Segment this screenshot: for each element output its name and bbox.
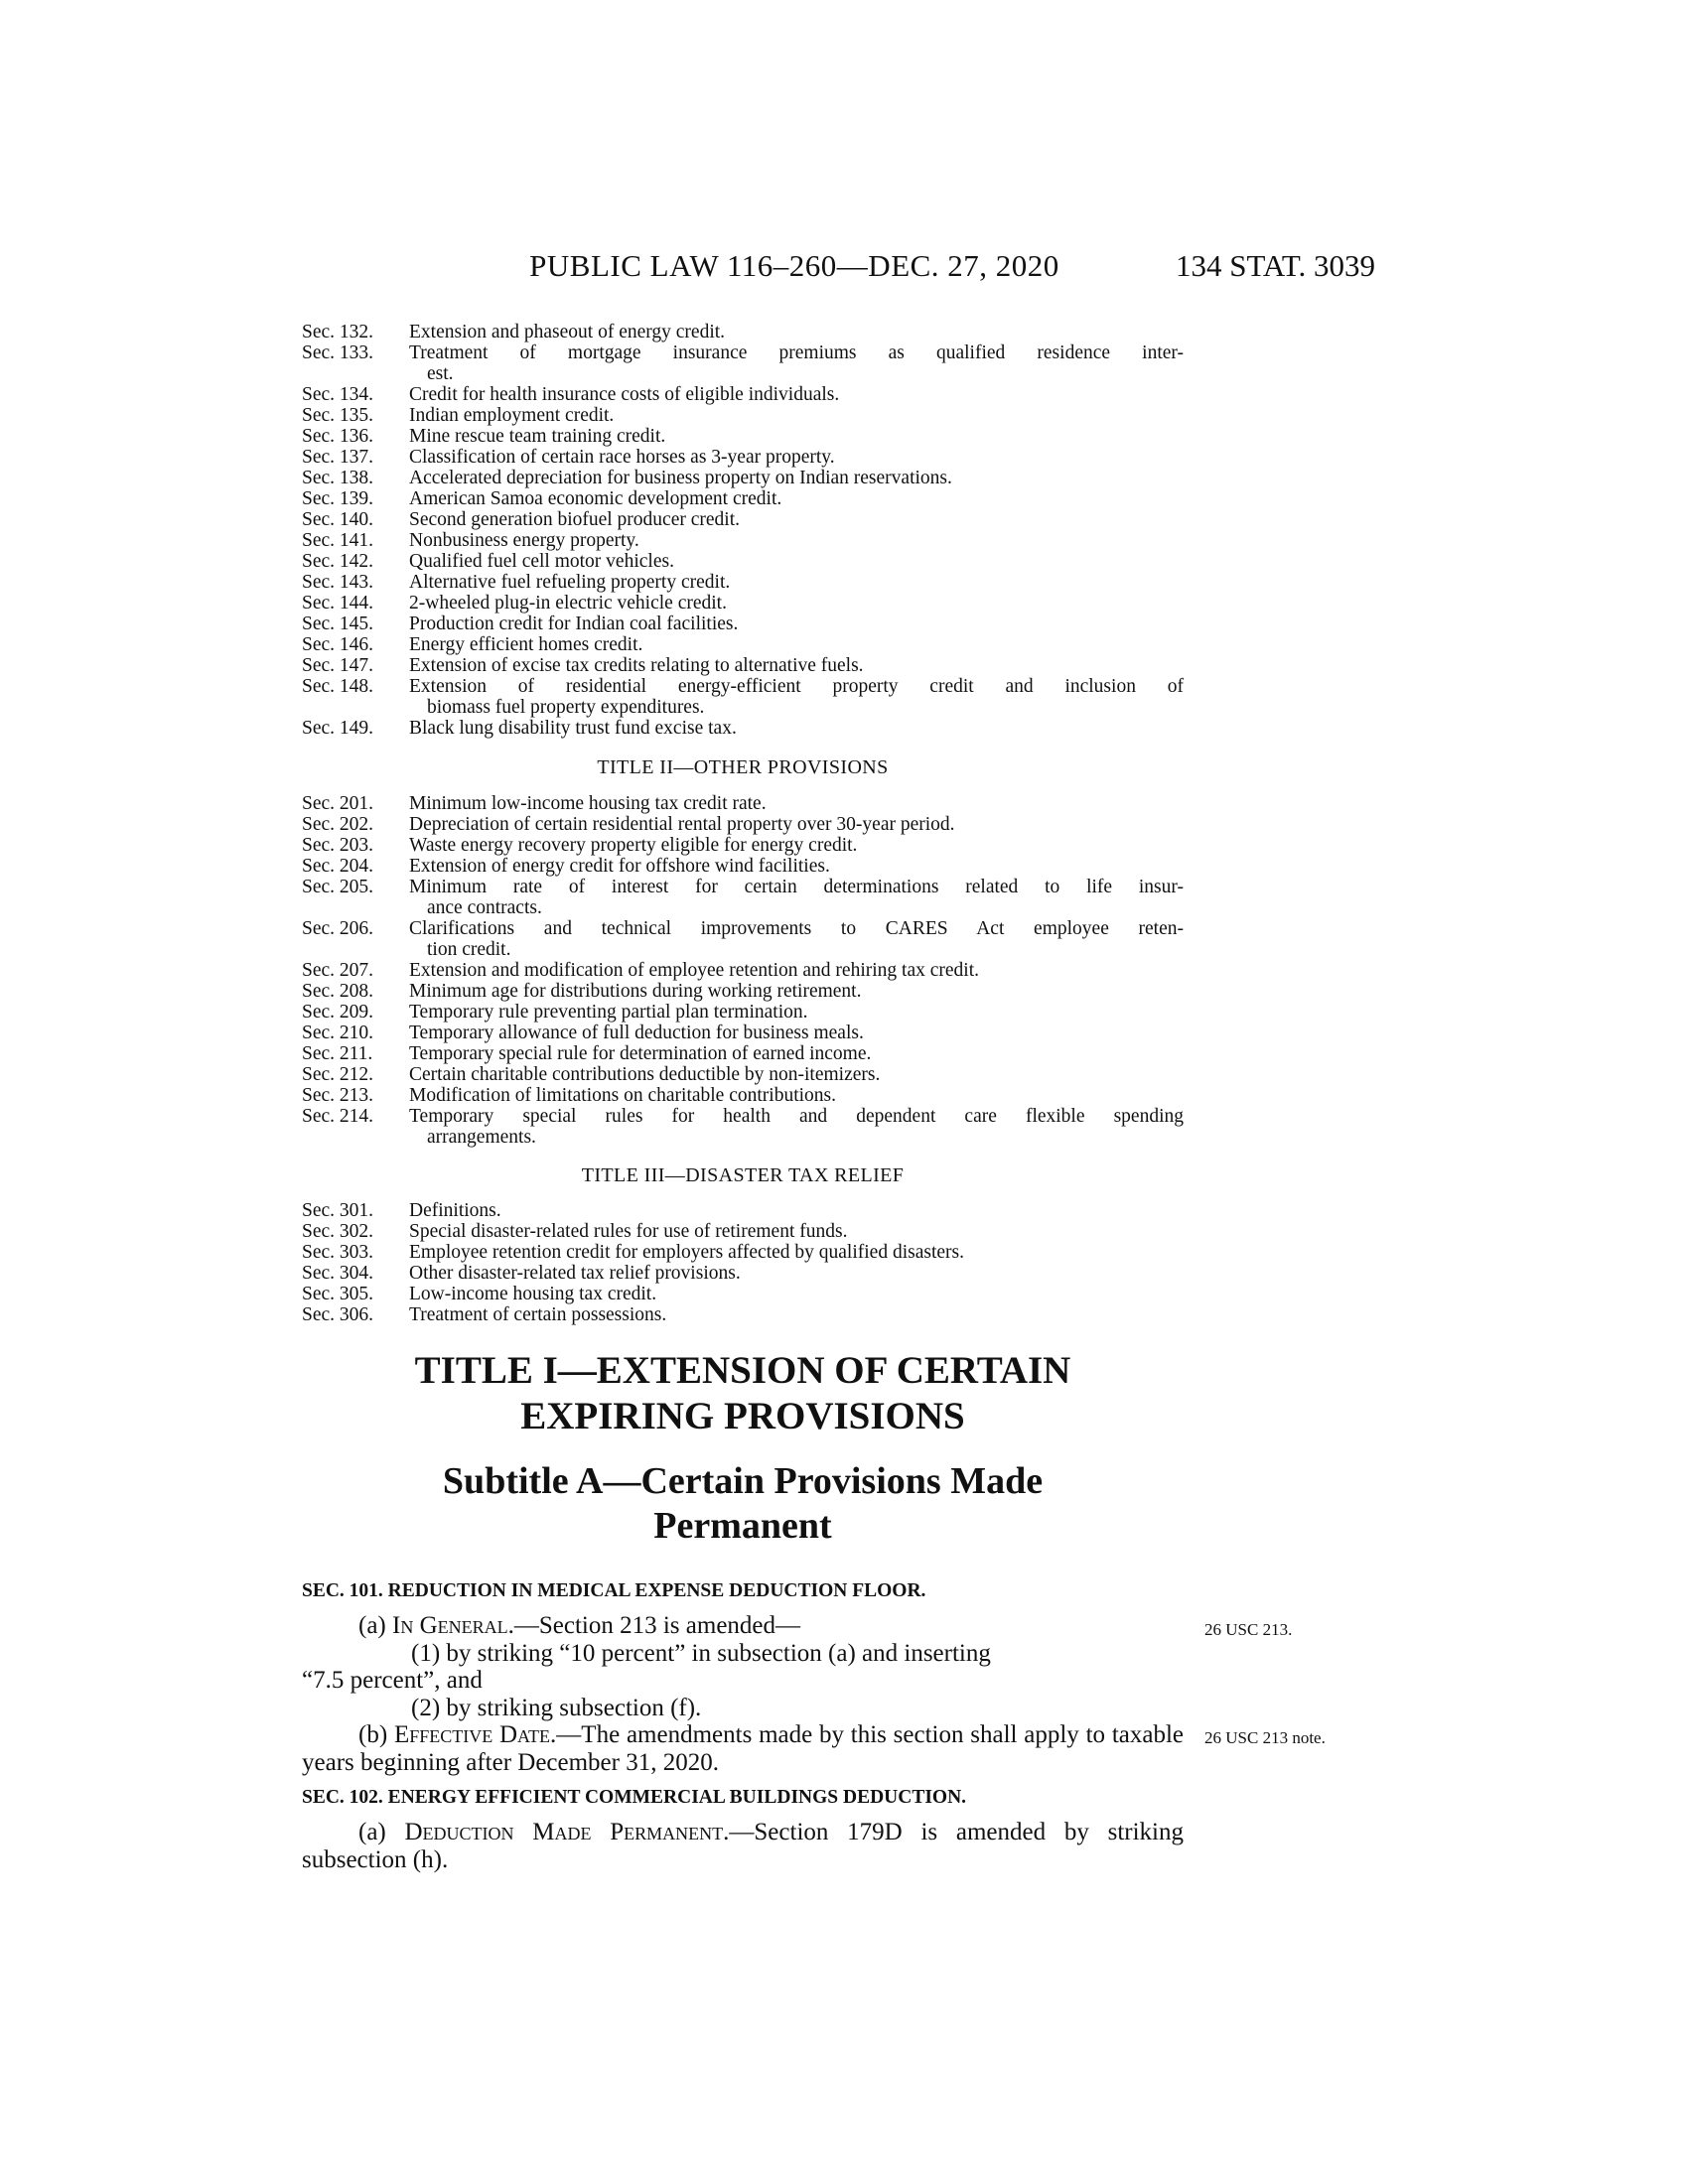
subsection-label: (a) — [358, 1612, 392, 1639]
toc-entry — [302, 1064, 1184, 1085]
toc-entry — [302, 918, 1184, 960]
title-heading — [302, 1348, 1184, 1439]
toc-section-number: Sec. 214. — [302, 1106, 374, 1127]
subtitle-line-1: Subtitle A—Certain Provisions Made — [442, 1460, 1044, 1502]
toc-section-title — [409, 1064, 1184, 1085]
toc-entry — [302, 614, 1184, 634]
toc-entry — [302, 405, 1184, 426]
toc-entry — [302, 447, 1184, 468]
toc-section-number: Sec. 206. — [302, 918, 374, 939]
title-line-1: TITLE I—EXTENSION OF CERTAIN — [414, 1349, 1071, 1392]
paragraph-1-line-2: “7.5 percent”, and — [302, 1667, 483, 1694]
toc-section-number: Sec. 141. — [302, 530, 374, 551]
toc-section-title — [409, 1221, 1184, 1242]
toc-title-line-2: est. — [427, 363, 454, 384]
toc-title-line-1: Depreciation of certain residential rental property over 30-year period. — [409, 814, 955, 835]
toc-title-line-1: Clarifications and technical improvements to CARES Act employee reten- — [409, 918, 1184, 939]
toc-entry — [302, 981, 1184, 1002]
subsection-text: .—Section 179D is amended by striking subsection (h). — [302, 1819, 1184, 1873]
toc-entry — [302, 1002, 1184, 1023]
toc-section-number: Sec. 136. — [302, 426, 374, 447]
toc-section-title — [409, 918, 1184, 960]
toc-title-line-1: Qualified fuel cell motor vehicles. — [409, 551, 674, 572]
section-101-subsection-a — [302, 1612, 1184, 1640]
toc-section-number: Sec. 138. — [302, 468, 374, 488]
toc-section-title — [409, 856, 1184, 877]
toc-title-line-1: Minimum low-income housing tax credit rate. — [409, 793, 767, 814]
toc-section-title — [409, 342, 1184, 384]
table-of-contents-title-1 — [302, 322, 1184, 739]
toc-section-title — [409, 1200, 1184, 1221]
toc-section-number: Sec. 133. — [302, 342, 374, 363]
toc-entry — [302, 793, 1184, 814]
toc-section-number: Sec. 144. — [302, 593, 374, 614]
toc-section-title — [409, 509, 1184, 530]
section-102-subsection-a — [302, 1819, 1184, 1873]
toc-section-number: Sec. 211. — [302, 1043, 373, 1064]
toc-entry — [302, 814, 1184, 835]
toc-section-number: Sec. 205. — [302, 877, 374, 897]
toc-section-title — [409, 614, 1184, 634]
toc-entry — [302, 1200, 1184, 1221]
toc-title-line-2: tion credit. — [427, 939, 511, 960]
toc-section-title — [409, 1043, 1184, 1064]
toc-section-number: Sec. 140. — [302, 509, 374, 530]
toc-title-line-1: Mine rescue team training credit. — [409, 426, 666, 447]
toc-entry — [302, 960, 1184, 981]
toc-section-number: Sec. 301. — [302, 1200, 374, 1221]
toc-section-number: Sec. 201. — [302, 793, 374, 814]
toc-section-title — [409, 1242, 1184, 1263]
toc-section-number: Sec. 303. — [302, 1242, 374, 1263]
toc-section-title — [409, 960, 1184, 981]
toc-entry — [302, 551, 1184, 572]
toc-title-line-1: Treatment of certain possessions. — [409, 1304, 667, 1325]
toc-entry — [302, 1106, 1184, 1148]
toc-entry — [302, 676, 1184, 718]
toc-section-number: Sec. 213. — [302, 1085, 374, 1106]
toc-section-title — [409, 468, 1184, 488]
toc-entry — [302, 1304, 1184, 1325]
toc-section-number: Sec. 305. — [302, 1284, 374, 1304]
toc-entry — [302, 342, 1184, 384]
toc-section-title — [409, 447, 1184, 468]
toc-title-line-1: Temporary rule preventing partial plan termination. — [409, 1002, 808, 1023]
toc-title-line-1: Special disaster-related rules for use of retirement funds. — [409, 1221, 848, 1242]
toc-section-number: Sec. 148. — [302, 676, 374, 697]
toc-title-line-1: Energy efficient homes credit. — [409, 634, 643, 655]
margin-note-usc-note: 26 USC 213 note. — [1204, 1728, 1326, 1747]
section-101-body — [302, 1612, 1184, 1776]
running-header-law: PUBLIC LAW 116–260—DEC. 27, 2020 — [529, 248, 1059, 283]
toc-section-number: Sec. 147. — [302, 655, 374, 676]
toc-title-line-1: Second generation biofuel producer credit. — [409, 509, 740, 530]
section-101-heading: SEC. 101. REDUCTION IN MEDICAL EXPENSE DEDUCTION FLOOR. — [302, 1580, 926, 1601]
toc-section-number: Sec. 134. — [302, 384, 374, 405]
toc-section-number: Sec. 202. — [302, 814, 374, 835]
toc-entry — [302, 1242, 1184, 1263]
toc-section-number: Sec. 203. — [302, 835, 374, 856]
toc-title-line-1: 2-wheeled plug-in electric vehicle credit. — [409, 593, 727, 614]
toc-entry — [302, 572, 1184, 593]
toc-section-number: Sec. 204. — [302, 856, 374, 877]
toc-entry — [302, 856, 1184, 877]
toc-section-number: Sec. 210. — [302, 1023, 374, 1043]
toc-section-title — [409, 835, 1184, 856]
table-of-contents-title-2 — [302, 793, 1184, 1148]
toc-entry — [302, 1221, 1184, 1242]
toc-section-title — [409, 593, 1184, 614]
toc-section-number: Sec. 139. — [302, 488, 374, 509]
toc-entry — [302, 718, 1184, 739]
toc-entry — [302, 634, 1184, 655]
toc-entry — [302, 1263, 1184, 1284]
toc-section-number: Sec. 304. — [302, 1263, 374, 1284]
toc-section-number: Sec. 306. — [302, 1304, 374, 1325]
margin-note-usc: 26 USC 213. — [1204, 1620, 1293, 1639]
toc-title-line-1: Credit for health insurance costs of eligible individuals. — [409, 384, 840, 405]
toc-title-line-1: Minimum age for distributions during working retirement. — [409, 981, 862, 1002]
toc-section-number: Sec. 137. — [302, 447, 374, 468]
table-of-contents-title-3 — [302, 1200, 1184, 1325]
toc-title-line-1: American Samoa economic development credit. — [409, 488, 782, 509]
toc-entry — [302, 655, 1184, 676]
subsection-caption: Deduction Made Permanent — [404, 1819, 724, 1845]
toc-section-title — [409, 405, 1184, 426]
toc-entry — [302, 1043, 1184, 1064]
toc-entry — [302, 530, 1184, 551]
toc-section-title — [409, 1304, 1184, 1325]
toc-section-number: Sec. 212. — [302, 1064, 374, 1085]
toc-entry — [302, 593, 1184, 614]
toc-title-line-1: Modification of limitations on charitable contributions. — [409, 1085, 836, 1106]
toc-title-line-1: Extension and phaseout of energy credit. — [409, 322, 726, 342]
running-header-stat: 134 STAT. 3039 — [1175, 248, 1375, 283]
toc-title-line-2: biomass fuel property expenditures. — [427, 697, 705, 718]
subtitle-heading — [302, 1459, 1184, 1549]
toc-section-number: Sec. 149. — [302, 718, 374, 739]
toc-title-line-1: Certain charitable contributions deductible by non-itemizers. — [409, 1064, 881, 1085]
toc-section-title — [409, 814, 1184, 835]
toc-entry — [302, 468, 1184, 488]
toc-section-title — [409, 384, 1184, 405]
toc-section-title — [409, 551, 1184, 572]
toc-entry — [302, 877, 1184, 918]
toc-entry — [302, 1284, 1184, 1304]
toc-title-line-1: Nonbusiness energy property. — [409, 530, 639, 551]
toc-title-line-1: Temporary special rules for health and dependent care flexible spending — [409, 1106, 1184, 1127]
subsection-label: (a) — [358, 1819, 405, 1845]
toc-title-line-1: Treatment of mortgage insurance premiums as qualified residence inter- — [409, 342, 1184, 363]
toc-section-number: Sec. 146. — [302, 634, 374, 655]
toc-title-line-1: Extension of residential energy-efficient property credit and inclusion of — [409, 676, 1184, 697]
toc-section-number: Sec. 132. — [302, 322, 374, 342]
toc-section-title — [409, 572, 1184, 593]
toc-entry — [302, 488, 1184, 509]
toc-title-line-1: Accelerated depreciation for business property on Indian reservations. — [409, 468, 952, 488]
toc-section-title — [409, 676, 1184, 718]
toc-section-title — [409, 426, 1184, 447]
toc-title-line-1: Alternative fuel refueling property credit. — [409, 572, 731, 593]
toc-section-title — [409, 322, 1184, 342]
toc-section-title — [409, 1023, 1184, 1043]
toc-section-title — [409, 1284, 1184, 1304]
toc-title-line-1: Indian employment credit. — [409, 405, 615, 426]
subsection-caption: Effective Date — [393, 1721, 551, 1748]
toc-entry — [302, 1023, 1184, 1043]
toc-title-line-1: Waste energy recovery property eligible for energy credit. — [409, 835, 858, 856]
toc-section-title — [409, 718, 1184, 739]
toc-title-line-1: Black lung disability trust fund excise tax. — [409, 718, 737, 739]
toc-title-line-1: Extension of excise tax credits relating to alternative fuels. — [409, 655, 864, 676]
toc-title-line-1: Extension and modification of employee retention and rehiring tax credit. — [409, 960, 979, 981]
toc-title-line-1: Extension of energy credit for offshore wind facilities. — [409, 856, 830, 877]
toc-entry — [302, 426, 1184, 447]
toc-title-line-1: Production credit for Indian coal facilities. — [409, 614, 739, 634]
toc-heading-title-2: TITLE II—OTHER PROVISIONS — [597, 756, 889, 778]
toc-section-title — [409, 530, 1184, 551]
toc-section-title — [409, 634, 1184, 655]
toc-section-number: Sec. 142. — [302, 551, 374, 572]
toc-section-title — [409, 877, 1184, 918]
subsection-caption: In General — [392, 1612, 508, 1639]
toc-section-number: Sec. 145. — [302, 614, 374, 634]
toc-section-title — [409, 1002, 1184, 1023]
subsection-text: .—Section 213 is amended— — [507, 1612, 801, 1639]
toc-section-title — [409, 1106, 1184, 1148]
toc-section-title — [409, 793, 1184, 814]
toc-section-title — [409, 1085, 1184, 1106]
toc-entry — [302, 835, 1184, 856]
paragraph-1-line-1: (1) by striking “10 percent” in subsection (a) and inserting — [411, 1639, 991, 1667]
toc-section-number: Sec. 143. — [302, 572, 374, 593]
toc-title-line-1: Minimum rate of interest for certain determinations related to life insur- — [409, 877, 1184, 897]
toc-section-title — [409, 655, 1184, 676]
toc-section-number: Sec. 135. — [302, 405, 374, 426]
toc-section-number: Sec. 207. — [302, 960, 374, 981]
subtitle-line-2: Permanent — [653, 1505, 832, 1547]
toc-section-number: Sec. 209. — [302, 1002, 374, 1023]
toc-title-line-1: Low-income housing tax credit. — [409, 1284, 657, 1304]
subsection-text: .—The amendments made by this section shall apply to taxable years beginning after December 31, 2020. — [302, 1721, 1184, 1776]
toc-title-line-1: Definitions. — [409, 1200, 501, 1221]
toc-section-title — [409, 488, 1184, 509]
section-102-body — [302, 1819, 1184, 1873]
toc-entry — [302, 1085, 1184, 1106]
toc-section-number: Sec. 302. — [302, 1221, 374, 1242]
paragraph-2: (2) by striking subsection (f). — [411, 1694, 702, 1721]
section-102-heading: SEC. 102. ENERGY EFFICIENT COMMERCIAL BUILDINGS DEDUCTION. — [302, 1787, 967, 1808]
toc-title-line-2: ance contracts. — [427, 897, 542, 918]
toc-title-line-1: Other disaster-related tax relief provisions. — [409, 1263, 741, 1284]
toc-entry — [302, 384, 1184, 405]
toc-entry — [302, 509, 1184, 530]
toc-entry — [302, 322, 1184, 342]
toc-title-line-1: Employee retention credit for employers affected by qualified disasters. — [409, 1242, 964, 1263]
toc-heading-title-3: TITLE III—DISASTER TAX RELIEF — [581, 1164, 905, 1186]
title-line-2: EXPIRING PROVISIONS — [520, 1395, 965, 1437]
toc-title-line-1: Temporary special rule for determination of earned income. — [409, 1043, 872, 1064]
subsection-label: (b) — [358, 1721, 394, 1748]
toc-section-title — [409, 981, 1184, 1002]
toc-section-number: Sec. 208. — [302, 981, 374, 1002]
toc-section-title — [409, 1263, 1184, 1284]
toc-title-line-1: Classification of certain race horses as 3-year property. — [409, 447, 835, 468]
toc-title-line-2: arrangements. — [427, 1127, 536, 1148]
toc-title-line-1: Temporary allowance of full deduction for business meals. — [409, 1023, 864, 1043]
section-101-subsection-b — [302, 1721, 1184, 1776]
